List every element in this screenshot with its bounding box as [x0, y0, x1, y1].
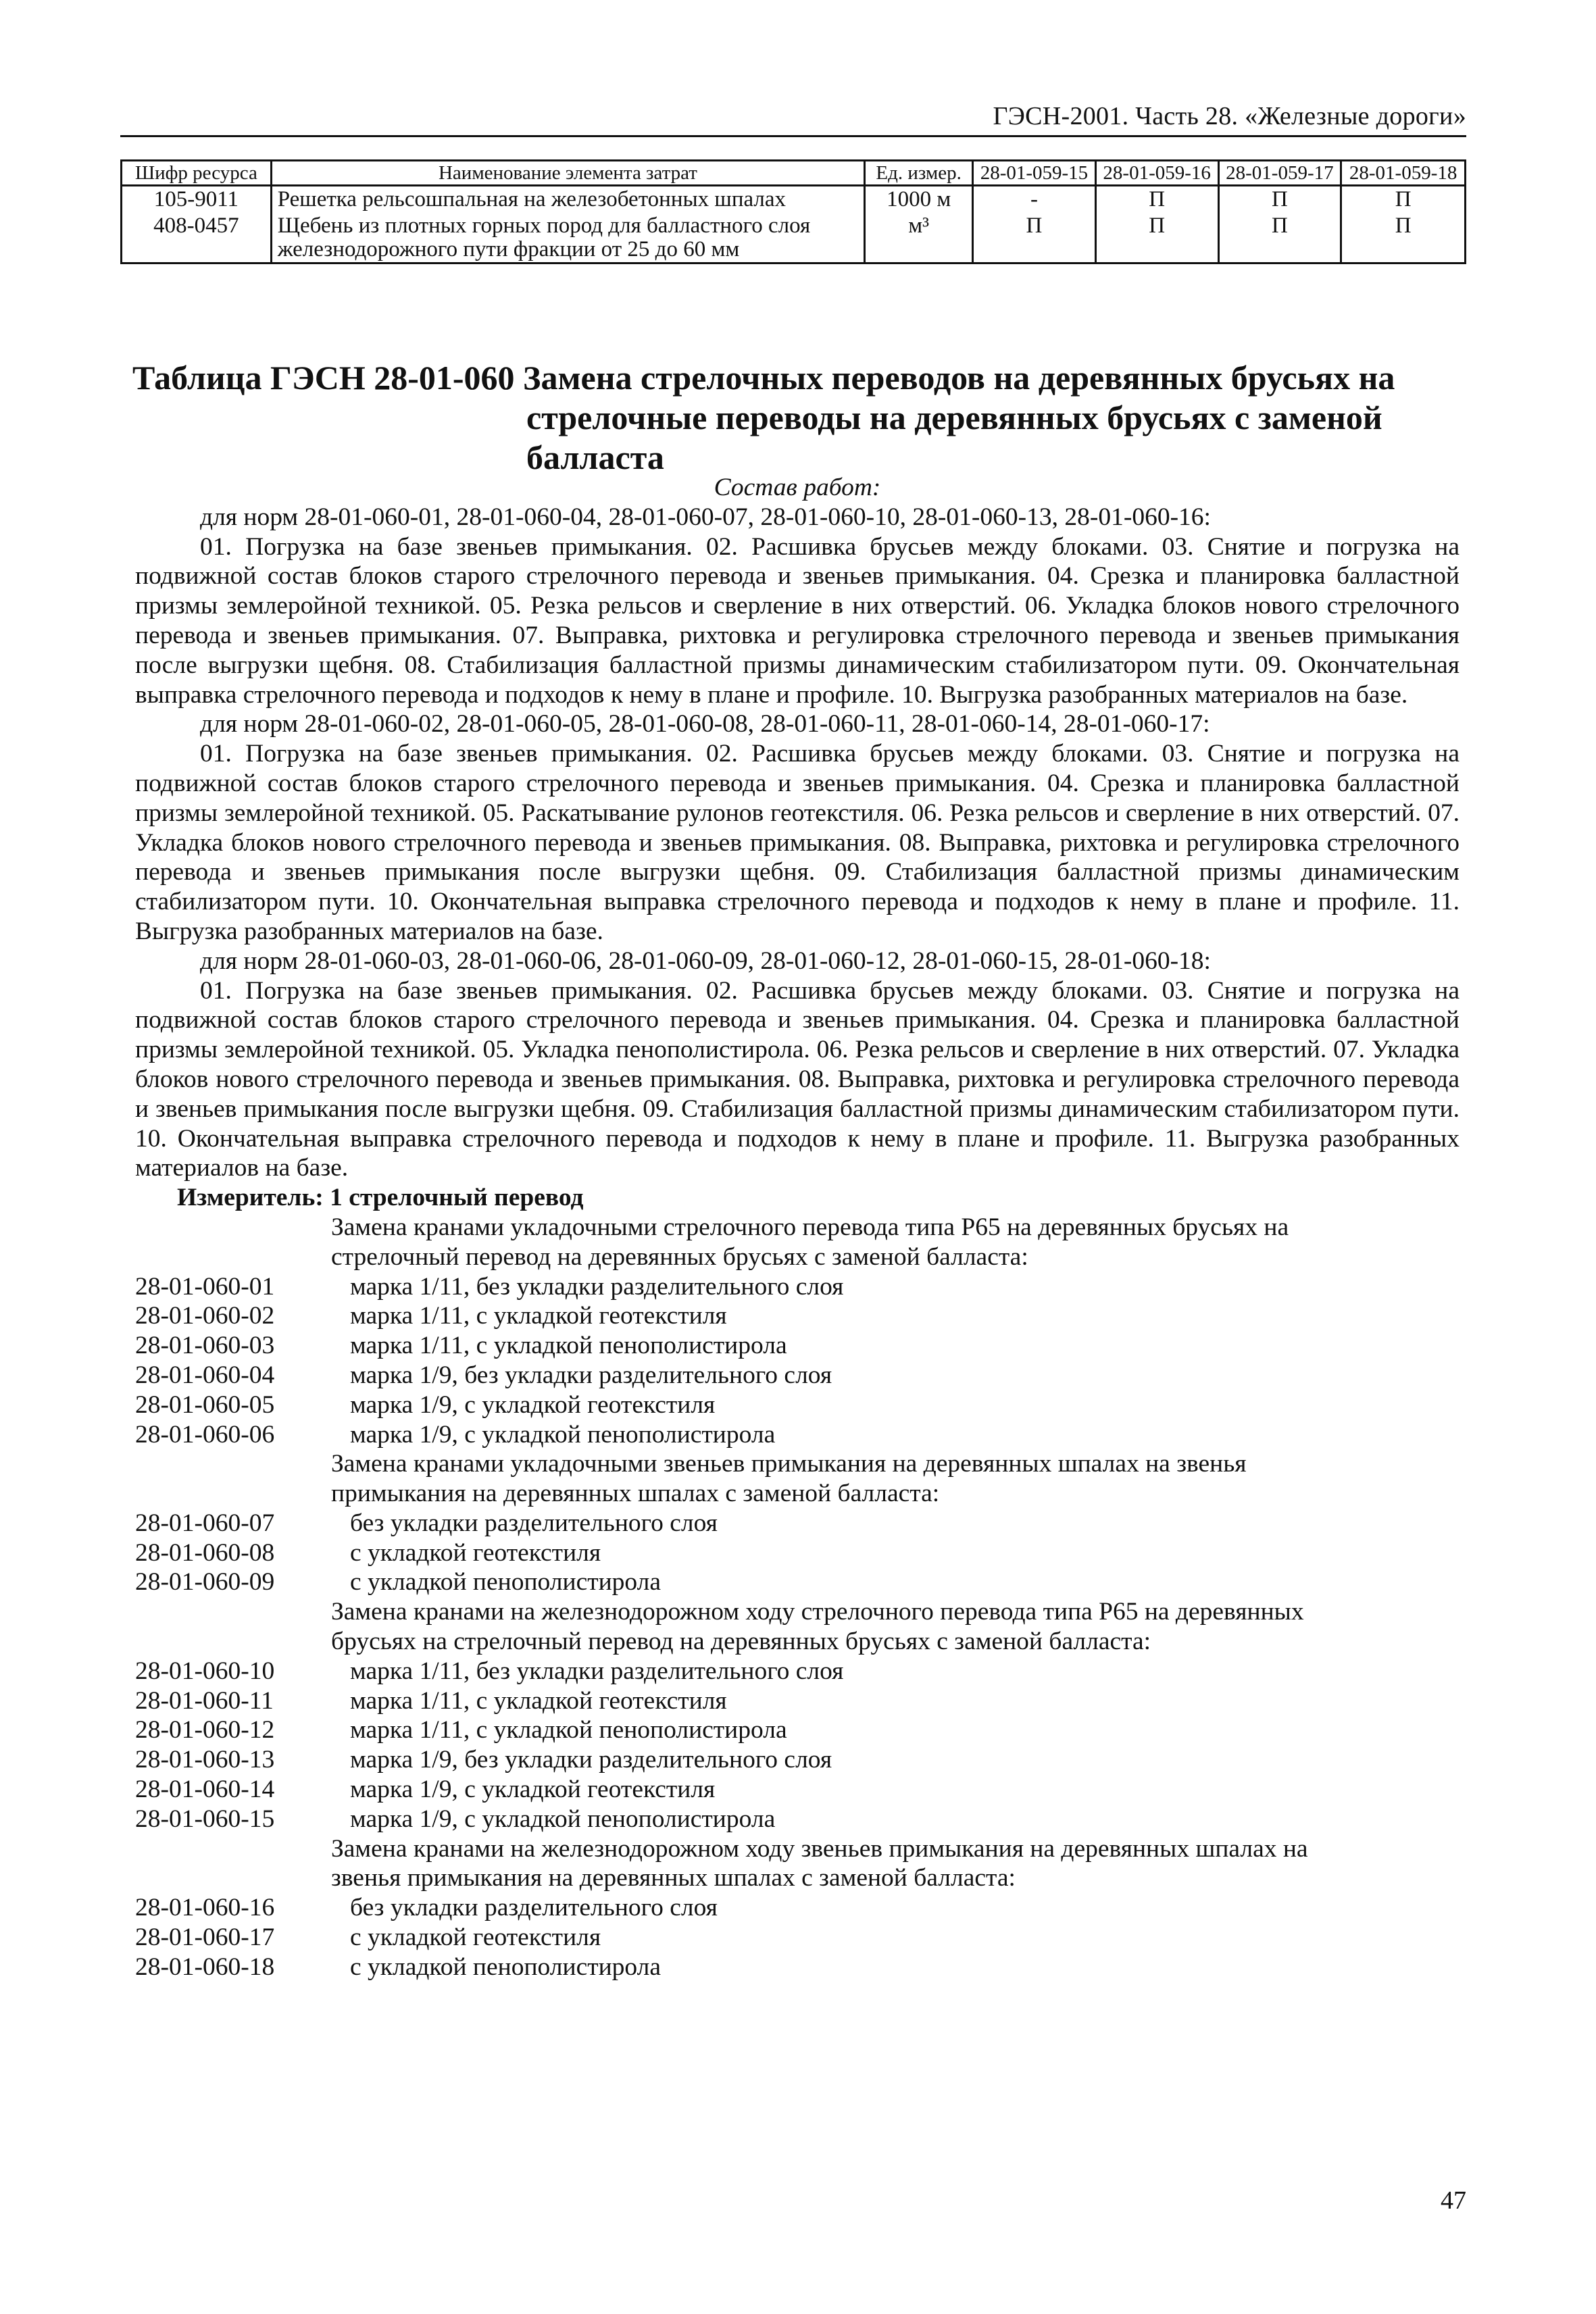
table-cell-value: П: [1218, 213, 1341, 263]
norm-code: 28-01-060-07: [135, 1509, 275, 1537]
norm-row: [135, 1775, 1460, 1805]
norm-code: 28-01-060-09: [135, 1568, 275, 1596]
table-title-line: балласта: [526, 438, 664, 476]
norm-row: [135, 1893, 1460, 1923]
norm-code: 28-01-060-01: [135, 1272, 275, 1301]
norm-code: 28-01-060-18: [135, 1953, 275, 1981]
content-body: [135, 473, 1460, 1982]
norm-code: 28-01-060-11: [135, 1686, 274, 1715]
norm-row: [135, 1420, 1460, 1450]
norm-code: 28-01-060-08: [135, 1538, 275, 1567]
norm-description: с укладкой пенополистирола: [350, 1953, 662, 1981]
norm-section-title: брусьях на стрелочный перевод на деревянных брусьях с заменой балласта:: [331, 1628, 1151, 1656]
norm-description: с укладкой пенополистирола: [350, 1568, 662, 1596]
table-header-cell: Шифр ресурса: [122, 161, 272, 186]
norm-code: 28-01-060-06: [135, 1420, 275, 1449]
table-cell-value: П: [1095, 213, 1218, 263]
table-header-cell: 28-01-059-16: [1095, 161, 1218, 186]
table-cell-value: П: [1341, 213, 1466, 263]
table-header-row: [122, 161, 1466, 186]
norm-code: 28-01-060-04: [135, 1361, 275, 1389]
table-cell-unit: м³: [865, 213, 973, 263]
table-row: [122, 186, 1466, 213]
norm-group-head: для норм 28-01-060-03, 28-01-060-06, 28-01-060-09, 28-01-060-12, 28-01-060-15, 28-01-060-18:: [200, 947, 1211, 975]
header-rule: [120, 135, 1466, 137]
norm-row: [135, 1361, 1460, 1390]
norm-section-title: звенья примыкания на деревянных шпалах с заменой балласта:: [331, 1864, 1016, 1892]
table-cell-value: П: [1095, 186, 1218, 213]
norm-description: марка 1/9, с укладкой пенополистирола: [350, 1420, 776, 1449]
norm-row: [135, 1509, 1460, 1538]
table-cell-code: 408-0457: [122, 213, 272, 263]
norm-code: 28-01-060-14: [135, 1776, 275, 1804]
norm-description: марка 1/11, с укладкой геотекстиля: [350, 1686, 727, 1715]
norm-section-title: примыкания на деревянных шпалах с заменой балласта:: [331, 1480, 940, 1508]
norm-code: 28-01-060-13: [135, 1746, 275, 1774]
table-cell-name: Щебень из плотных горных пород для балластного слоя железнодорожного пути фракции от 25 до 60 мм: [271, 213, 865, 263]
norm-row: [135, 1686, 1460, 1716]
table-row: [122, 213, 1466, 263]
norm-description: марка 1/11, с укладкой геотекстиля: [350, 1302, 727, 1330]
norm-section-title: Замена кранами укладочными звеньев примыкания на деревянных шпалах на звенья: [331, 1450, 1247, 1478]
table-cell-value: -: [973, 186, 1096, 213]
norm-code: 28-01-060-12: [135, 1716, 275, 1744]
table-cell-value: П: [973, 213, 1096, 263]
running-head: ГЭСН-2001. Часть 28. «Железные дороги»: [993, 102, 1466, 130]
norm-code: 28-01-060-02: [135, 1302, 275, 1330]
norm-description: марка 1/11, без укладки разделительного слоя: [350, 1272, 844, 1301]
norm-row: [135, 1657, 1460, 1686]
norm-code: 28-01-060-05: [135, 1390, 275, 1419]
norm-row: [135, 1301, 1460, 1331]
table-cell-value: П: [1218, 186, 1341, 213]
norm-row: [135, 1745, 1460, 1775]
norm-group-head: для норм 28-01-060-02, 28-01-060-05, 28-01-060-08, 28-01-060-11, 28-01-060-14, 28-01-060-17:: [200, 710, 1210, 738]
table-title-line: стрелочные переводы на деревянных брусьях с заменой: [526, 399, 1382, 436]
norm-section-title: Замена кранами на железнодорожном ходу стрелочного перевода типа Р65 на деревянных: [331, 1598, 1304, 1626]
norm-row: [135, 1953, 1460, 1982]
work-composition-label: Состав работ:: [714, 474, 881, 501]
norm-description: марка 1/11, с укладкой пенополистирола: [350, 1332, 787, 1360]
norm-row: [135, 1331, 1460, 1361]
table-title: [132, 358, 1457, 478]
table-cell-code: 105-9011: [122, 186, 272, 213]
table-cell-value: П: [1341, 186, 1466, 213]
table-cell-name: Решетка рельсошпальная на железобетонных шпалах: [271, 186, 865, 213]
norm-row: [135, 1805, 1460, 1834]
norm-description: марка 1/9, с укладкой пенополистирола: [350, 1805, 776, 1833]
table-header-cell: 28-01-059-18: [1341, 161, 1466, 186]
norm-row: [135, 1567, 1460, 1597]
norm-description: марка 1/9, с укладкой геотекстиля: [350, 1776, 716, 1804]
table-header-cell: 28-01-059-15: [973, 161, 1096, 186]
norm-code: 28-01-060-15: [135, 1805, 275, 1833]
norm-code: 28-01-060-03: [135, 1332, 275, 1360]
norm-description: марка 1/9, с укладкой геотекстиля: [350, 1390, 716, 1419]
table-header-cell: Ед. измер.: [865, 161, 973, 186]
norm-row: [135, 1538, 1460, 1568]
resource-table: [120, 159, 1466, 264]
norm-description: без укладки разделительного слоя: [350, 1894, 718, 1922]
norm-list: [135, 1213, 1460, 1982]
work-composition-text: 01. Погрузка на базе звеньев примыкания. 02. Расшивка брусьев между блоками. 03. Снятие и погрузка на подвижной состав блоков старого стрелочного перевода и звеньев примыкания. 04. Срезка и планировка балластной призмы землеройной техникой. 05. Раскатывание рулонов геотекстиля. 06. Резка рельсов и сверление в них отверстий. 07. Укладка блоков нового стрелочного перевода и звеньев примыкания. 08. Выправка, рихтовка и регулировка стрелочного перевода и звеньев примыкания после выгрузки щебня. 09. Стабилизация балластной призмы динамическим стабилизатором пути. 10. Окончательная выправка стрелочного перевода и подходов к нему в плане и профиле. 11. Выгрузка разобранных материалов на базе.: [135, 740, 1460, 945]
norm-description: марка 1/9, без укладки разделительного слоя: [350, 1361, 832, 1389]
table-title-line: Таблица ГЭСН 28-01-060 Замена стрелочных переводов на деревянных брусьях на: [132, 359, 1395, 397]
norm-row: [135, 1923, 1460, 1953]
norm-description: марка 1/11, с укладкой пенополистирола: [350, 1716, 787, 1744]
table-header-cell: Наименование элемента затрат: [271, 161, 865, 186]
work-composition-text: 01. Погрузка на базе звеньев примыкания. 02. Расшивка брусьев между блоками. 03. Снятие и погрузка на подвижной состав блоков старого стрелочного перевода и звеньев примыкания. 04. Срезка и планировка балластной призмы землеройной техникой. 05. Укладка пенополистирола. 06. Резка рельсов и сверление в них отверстий. 07. Укладка блоков нового стрелочного перевода и звеньев примыкания. 08. Выправка, рихтовка и регулировка стрелочного перевода и звеньев примыкания после выгрузки щебня. 09. Стабилизация балластной призмы динамическим стабилизатором пути. 10. Окончательная выправка стрелочного перевода и подходов к нему в плане и профиле. 11. Выгрузка разобранных материалов на базе.: [135, 976, 1460, 1182]
norm-description: с укладкой геотекстиля: [350, 1538, 601, 1567]
measurement-unit: Измеритель: 1 стрелочный перевод: [177, 1184, 584, 1212]
norm-row: [135, 1272, 1460, 1302]
norm-row: [135, 1390, 1460, 1420]
norm-section-title: стрелочный перевод на деревянных брусьях с заменой балласта:: [331, 1242, 1028, 1271]
norm-section-title: Замена кранами на железнодорожном ходу звеньев примыкания на деревянных шпалах на: [331, 1834, 1308, 1863]
norm-code: 28-01-060-16: [135, 1894, 275, 1922]
norm-group-head: для норм 28-01-060-01, 28-01-060-04, 28-01-060-07, 28-01-060-10, 28-01-060-13, 28-01-060-16:: [200, 503, 1211, 531]
work-composition-text: 01. Погрузка на базе звеньев примыкания. 02. Расшивка брусьев между блоками. 03. Снятие и погрузка на подвижной состав блоков старого стрелочного перевода и звеньев примыкания. 04. Срезка и планировка балластной призмы землеройной техникой. 05. Резка рельсов и сверление в них отверстий. 06. Укладка блоков нового стрелочного перевода и звеньев примыкания. 07. Выправка, рихтовка и регулировка стрелочного перевода и звеньев примыкания после выгрузки щебня. 08. Стабилизация балластной призмы динамическим стабилизатором пути. 09. Окончательная выправка стрелочного перевода и подходов к нему в плане и профиле. 10. Выгрузка разобранных материалов на базе.: [135, 532, 1460, 709]
norm-description: марка 1/9, без укладки разделительного слоя: [350, 1746, 832, 1774]
page-number: 47: [1441, 2186, 1466, 2215]
norm-description: без укладки разделительного слоя: [350, 1509, 718, 1537]
norm-description: марка 1/11, без укладки разделительного слоя: [350, 1657, 844, 1685]
norm-section-title: Замена кранами укладочными стрелочного перевода типа Р65 на деревянных брусьях на: [331, 1213, 1289, 1241]
norm-code: 28-01-060-10: [135, 1657, 275, 1685]
norm-code: 28-01-060-17: [135, 1923, 275, 1952]
table-cell-unit: 1000 м: [865, 186, 973, 213]
norm-description: с укладкой геотекстиля: [350, 1923, 601, 1952]
table-header-cell: 28-01-059-17: [1218, 161, 1341, 186]
norm-row: [135, 1715, 1460, 1745]
